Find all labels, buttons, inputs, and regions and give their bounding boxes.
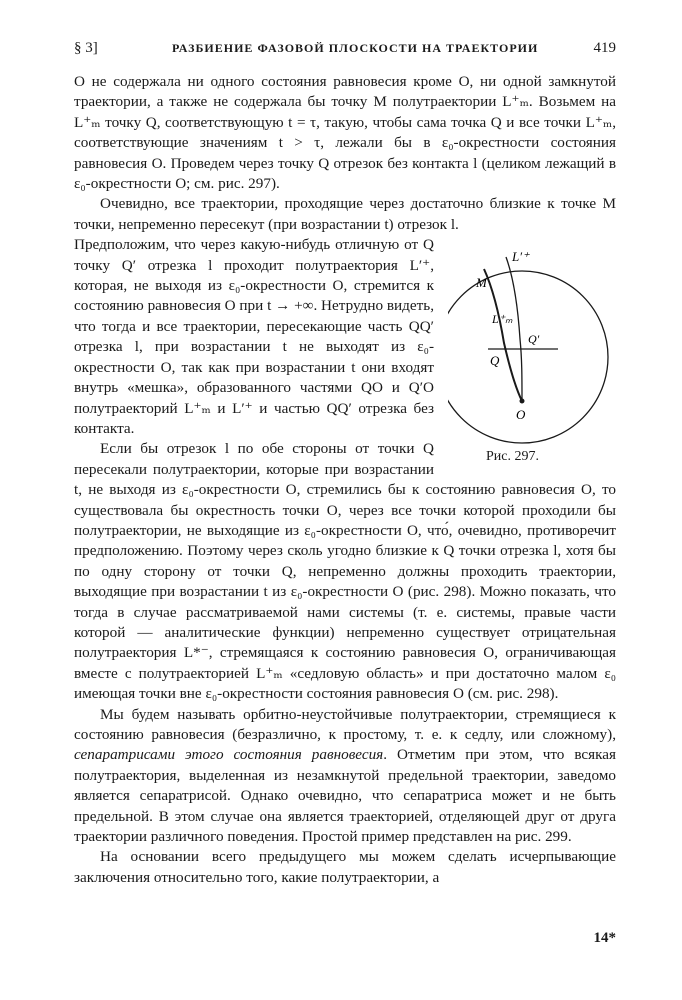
label-o: O [516, 407, 526, 423]
paragraph-5: На основании всего предыдущего мы можем сделать исчерпывающие заключения относительно того, какие полутраектории, а [74, 848, 616, 886]
emphasis-separatrices: сепаратрисами этого состояния равновесия [74, 746, 384, 764]
label-q-prime: Q′ [528, 332, 540, 347]
text-body [74, 72, 616, 888]
running-title: РАЗБИЕНИЕ ФАЗОВОЙ ПЛОСКОСТИ НА ТРАЕКТОРИИ [172, 41, 539, 55]
page-number: 419 [593, 40, 616, 56]
label-m: M [476, 275, 487, 291]
paragraph-1: O не содержала ни одного состояния равновесия кроме O, ни одной замкнутой траектории, а также не содержала бы точку M полутраектории L⁺ₘ. Возьмем на L⁺ₘ точку Q, соответствующую t = τ, такую, чтобы сама точка Q и все точки L⁺ₘ, соответствующие значениям t > τ, лежали бы в ε₀-окрестности состояния равновесия O. Проведем через точку Q отрезок без контакта l (целиком лежащий в ε₀-окрестности O; см. рис. 297). [74, 73, 616, 193]
paragraph-2-lead [74, 194, 616, 235]
paragraph-2-start: Очевидно, все траектории, проходящие через достаточно близкие к точке M точки, непременно пересекут (при возрастании t) отрезок l. [74, 195, 616, 233]
epsilon-neighborhood-circle [448, 271, 608, 443]
section-marker: § 3] [74, 40, 98, 56]
label-lm-plus: L⁺ₘ [492, 312, 513, 327]
equilibrium-point-o [520, 399, 525, 404]
label-q: Q [490, 353, 500, 369]
paragraph-4: Мы будем называть орбитно-неустойчивые полутраектории, стремящиеся к состоянию равновесия (безразлично, к простому, т. е. к седлу, или сложному), сепаратрисами этого состояния равновесия. Отметим при этом, что всякая полутраектория, выделенная из незамкнутой предельной траектории, заведомо является сепаратрисой. Однако очевидно, что сепаратриса может и не быть предельной. В этом случае она является траекторией, отделяющей друг от друга траектории различного поведения. Простой пример представлен на рис. 299. [74, 705, 617, 846]
figure-297 [448, 239, 616, 469]
semi-trajectory-lm-plus [484, 269, 522, 401]
phase-portrait-diagram [448, 239, 616, 449]
printer-signature: 14* [593, 930, 616, 946]
label-l-prime-plus: L′⁺ [512, 249, 529, 265]
running-header [74, 40, 616, 62]
paragraph-3: Если бы отрезок l по обе стороны от точки Q пересекали полутраектории, которые при возрастании t, не выходя из ε₀-окрестности O, стремились бы к состоянию равновесия O, то существовала бы окрестность точки O, через все точки которой проходили бы полутраектории, не выходящие из ε₀-окрестности O, что́, очевидно, противоречит предположению. Поэтому через сколь угодно близкие к Q точки отрезка l, хотя бы по одну сторону от точки Q, непременно должны проходить траектории, выходящие при возрастании t из ε₀-окрестности O (рис. 298). Можно показать, что тогда в случае рассматриваемой нами системы (т. е. системы, правые части которой — аналитические функции) непременно существует отрицательная полутраектория L*⁻, стремящаяся к состоянию равновесия O, ограничивающая вместе с полутраекторией L⁺ₘ «седловую область» и при достаточно малом ε₀ имеющая точки вне ε₀-окрестности состояния равновесия O (см. рис. 298). [74, 440, 616, 703]
figure-caption: Рис. 297. [486, 449, 539, 465]
paragraph-2-rest: Предположим, что через какую-нибудь отличную от Q точку Q′ отрезка l проходит полутраектория L′⁺, которая, не выходя из ε₀-окрестности O, стремится к состоянию равновесия O при t → +∞. Нетрудно видеть, что тогда и все траектории, пересекающие часть QQ′ отрезка l, при возрастании t не выходят из ε₀-окрестности O, так как при возрастании t они входят внутрь «мешка», образованного частями QO и Q′O полутраекторий L⁺ₘ и L′⁺ и частью QQ′ отрезка без контакта. [74, 236, 434, 437]
